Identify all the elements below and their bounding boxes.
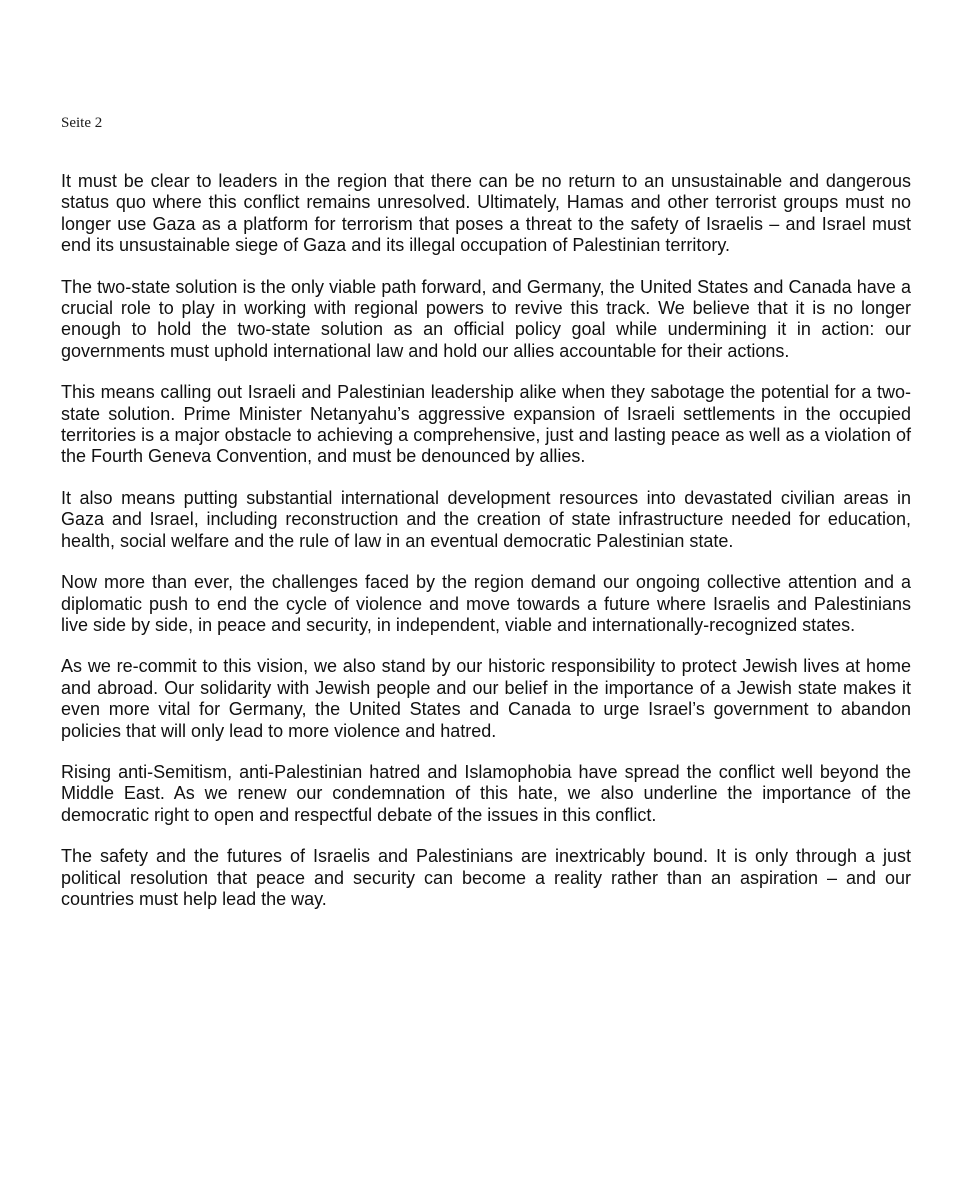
paragraph-8: The safety and the futures of Israelis and Palestinians are inextricably bound. It is only through a just political resolution that peace and security can become a reality rather than an aspiration – and our countries must help lead the way. <box>61 846 911 909</box>
paragraph-3: This means calling out Israeli and Palestinian leadership alike when they sabotage the potential for a two-state solution. Prime Minister Netanyahu’s aggressive expansion of Israeli settlements in the occupied territories is a major obstacle to achieving a comprehensive, just and lasting peace as well as a violation of the Fourth Geneva Convention, and must be denounced by allies. <box>61 382 911 467</box>
paragraph-6: As we re-commit to this vision, we also stand by our historic responsibility to protect Jewish lives at home and abroad. Our solidarity with Jewish people and our belief in the importance of a Jewish state makes it even more vital for Germany, the United States and Canada to urge Israel’s government to abandon policies that will only lead to more violence and hatred. <box>61 656 911 741</box>
page-number-label: Seite 2 <box>61 115 103 131</box>
paragraph-7: Rising anti-Semitism, anti-Palestinian hatred and Islamophobia have spread the conflict well beyond the Middle East. As we renew our condemnation of this hate, we also underline the importance of the democratic right to open and respectful debate of the issues in this conflict. <box>61 761 911 825</box>
paragraph-4: It also means putting substantial international development resources into devastated civilian areas in Gaza and Israel, including reconstruction and the creation of state infrastructure needed for education, health, social welfare and the rule of law in an eventual democratic Palestinian state. <box>61 487 911 551</box>
paragraph-5: Now more than ever, the challenges faced by the region demand our ongoing collective attention and a diplomatic push to end the cycle of violence and move towards a future where Israelis and Palestinians live side by side, in peace and security, in independent, viable and internationally-recognized states. <box>61 572 911 635</box>
paragraph-2: The two-state solution is the only viable path forward, and Germany, the United States and Canada have a crucial role to play in working with regional powers to revive this track. We believe that it is no longer enough to hold the two-state solution as an official policy goal while undermining it in action: our governments must uphold international law and hold our allies accountable for their actions. <box>61 276 911 361</box>
document-body <box>61 171 911 930</box>
paragraph-1: It must be clear to leaders in the region that there can be no return to an unsustainable and dangerous status quo where this conflict remains unresolved. Ultimately, Hamas and other terrorist groups must no longer use Gaza as a platform for terrorism that poses a threat to the safety of Israelis – and Israel must end its unsustainable siege of Gaza and its illegal occupation of Palestinian territory. <box>61 171 911 256</box>
